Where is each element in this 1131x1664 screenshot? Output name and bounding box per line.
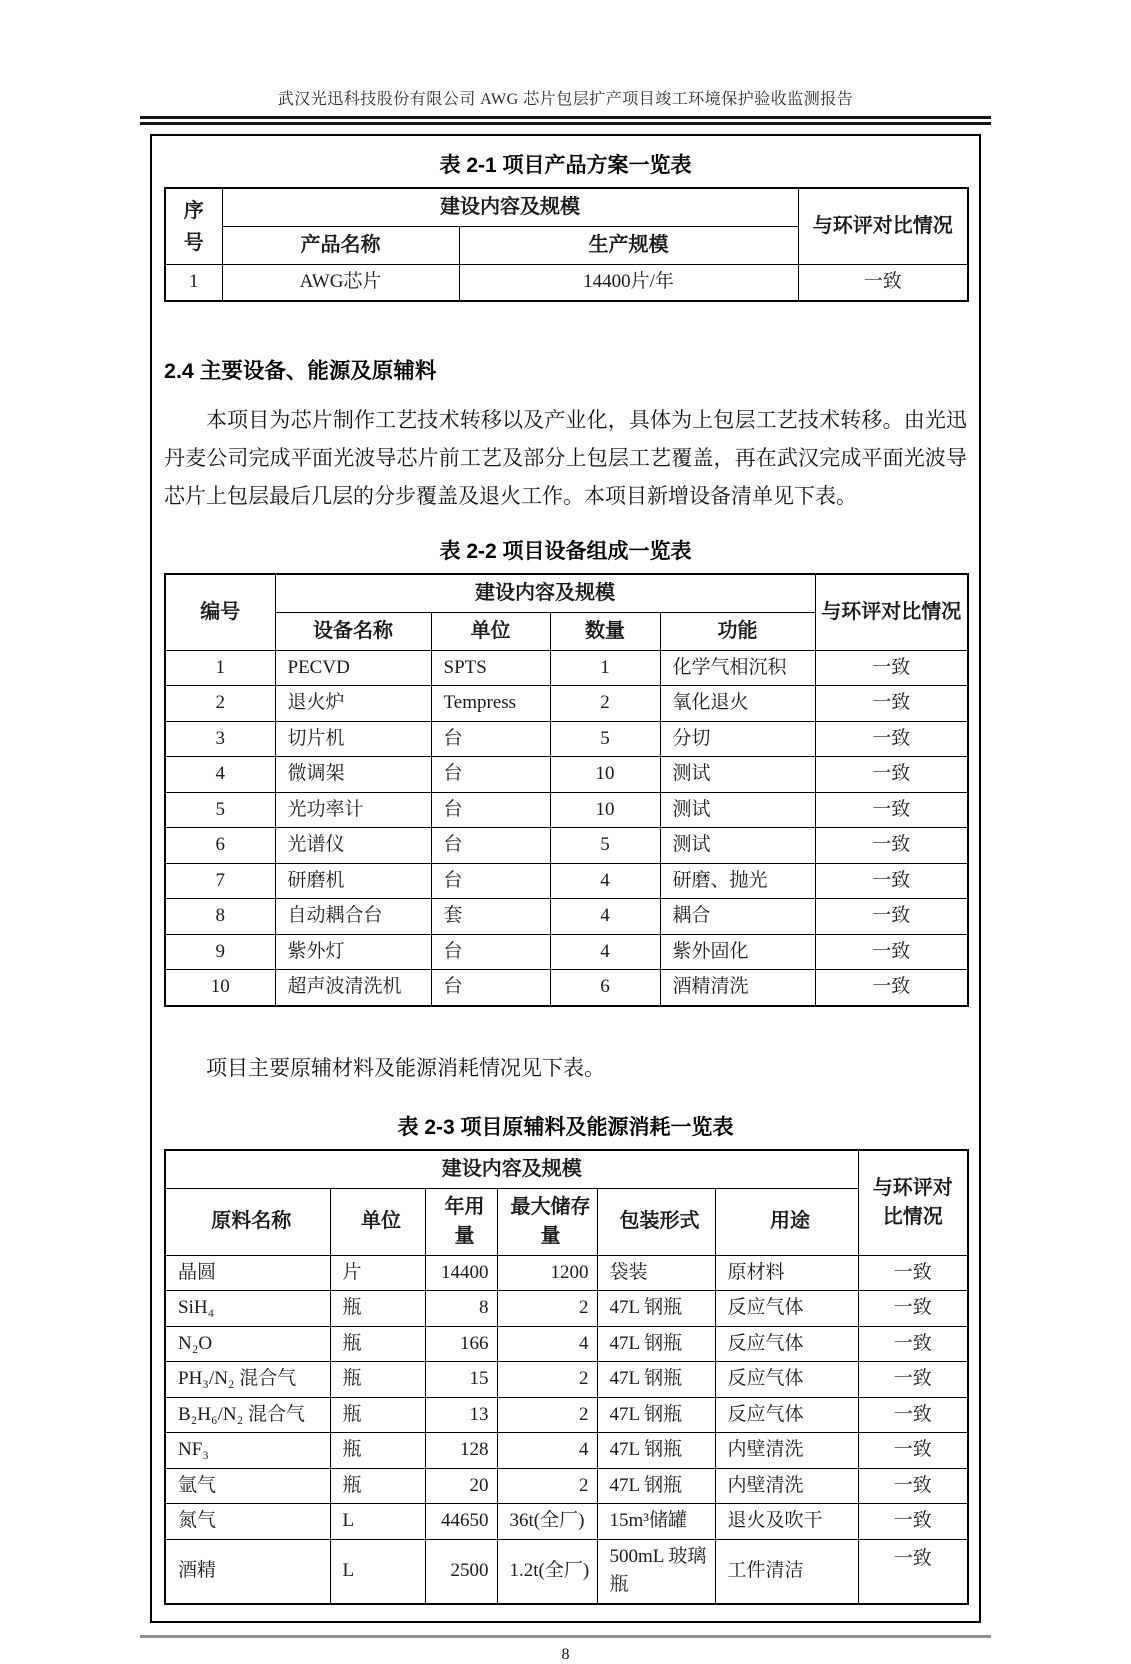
table-row xyxy=(165,686,968,722)
cell-compare: 一致 xyxy=(858,1362,968,1398)
header-cell-material-name: 原料名称 xyxy=(165,1188,330,1255)
header-cell-group: 建设内容及规模 xyxy=(165,1150,858,1189)
cell-unit: 台 xyxy=(431,828,550,864)
cell-unit: 台 xyxy=(431,792,550,828)
cell-annual-usage: 128 xyxy=(425,1433,497,1469)
table-2-3-subheader-row xyxy=(165,1188,968,1255)
cell-unit: 台 xyxy=(431,970,550,1006)
cell-max-storage: 2 xyxy=(497,1468,597,1504)
cell-function: 紫外固化 xyxy=(660,934,815,970)
cell-max-storage: 2 xyxy=(497,1362,597,1398)
cell-max-storage: 4 xyxy=(497,1433,597,1469)
cell-unit: 瓶 xyxy=(330,1362,425,1398)
cell-function: 酒精清洗 xyxy=(660,970,815,1006)
cell-qty: 10 xyxy=(550,792,660,828)
table-row xyxy=(165,650,968,686)
header-cell-annual-usage: 年用量 xyxy=(425,1188,497,1255)
cell-index: 1 xyxy=(165,265,222,301)
cell-annual-usage: 20 xyxy=(425,1468,497,1504)
header-cell-group: 建设内容及规模 xyxy=(275,574,815,613)
table-2-3 xyxy=(164,1149,969,1605)
cell-function: 分切 xyxy=(660,721,815,757)
cell-device-name: 研磨机 xyxy=(275,863,431,899)
cell-use: 原材料 xyxy=(715,1255,858,1291)
table-2-1-title: 表 2-1 项目产品方案一览表 xyxy=(439,154,692,177)
cell-function: 测试 xyxy=(660,757,815,793)
cell-package: 47L 钢瓶 xyxy=(597,1362,715,1398)
cell-product-name: AWG芯片 xyxy=(222,265,459,301)
table-2-2-title: 表 2-2 项目设备组成一览表 xyxy=(439,539,692,563)
cell-annual-usage: 15 xyxy=(425,1362,497,1398)
cell-device-name: 光谱仪 xyxy=(275,828,431,864)
cell-annual-usage: 44650 xyxy=(425,1504,497,1540)
cell-unit: L xyxy=(330,1504,425,1540)
cell-unit: 套 xyxy=(431,899,550,935)
cell-material-name: 酒精 xyxy=(165,1539,330,1604)
cell-unit: SPTS xyxy=(431,650,550,686)
table-row xyxy=(165,863,968,899)
cell-function: 耦合 xyxy=(660,899,815,935)
cell-use: 内壁清洗 xyxy=(715,1468,858,1504)
cell-function: 测试 xyxy=(660,828,815,864)
cell-unit: 瓶 xyxy=(330,1397,425,1433)
cell-package: 15m³储罐 xyxy=(597,1504,715,1540)
cell-compare: 一致 xyxy=(858,1433,968,1469)
cell-index: 5 xyxy=(165,792,275,828)
cell-max-storage: 2 xyxy=(497,1291,597,1327)
cell-compare: 一致 xyxy=(858,1255,968,1291)
cell-package: 47L 钢瓶 xyxy=(597,1468,715,1504)
cell-annual-usage: 13 xyxy=(425,1397,497,1433)
cell-compare: 一致 xyxy=(858,1504,968,1540)
cell-compare: 一致 xyxy=(815,650,968,686)
cell-compare: 一致 xyxy=(815,757,968,793)
table-row xyxy=(165,721,968,757)
cell-annual-usage: 14400 xyxy=(425,1255,497,1291)
table-2-2-header-row xyxy=(165,574,968,613)
table-row xyxy=(165,1468,968,1504)
section-heading: 2.4 主要设备、能源及原辅料 xyxy=(164,358,437,383)
header-cell-group: 建设内容及规模 xyxy=(222,188,798,227)
cell-qty: 2 xyxy=(550,686,660,722)
cell-material-name: N₂O xyxy=(165,1326,330,1362)
cell-unit: 瓶 xyxy=(330,1291,425,1327)
cell-use: 反应气体 xyxy=(715,1291,858,1327)
cell-function: 氧化退火 xyxy=(660,686,815,722)
document-header-title: 武汉光迅科技股份有限公司 AWG 芯片包层扩产项目竣工环境保护验收监测报告 xyxy=(277,91,854,108)
table-row xyxy=(165,1504,968,1540)
cell-compare: 一致 xyxy=(858,1468,968,1504)
cell-device-name: PECVD xyxy=(275,650,431,686)
cell-device-name: 超声波清洗机 xyxy=(275,970,431,1006)
cell-material-name: PH₃/N₂ 混合气 xyxy=(165,1362,330,1398)
cell-unit: 台 xyxy=(431,721,550,757)
cell-compare: 一致 xyxy=(815,828,968,864)
header-cell-qty: 数量 xyxy=(550,612,660,650)
cell-index: 9 xyxy=(165,934,275,970)
table-row xyxy=(165,792,968,828)
cell-index: 3 xyxy=(165,721,275,757)
header-cell-function: 功能 xyxy=(660,612,815,650)
table-row xyxy=(165,899,968,935)
table-2-3-header-row xyxy=(165,1150,968,1189)
header-index-label: 序号 xyxy=(183,199,204,254)
page-number: 8 xyxy=(561,1645,570,1663)
table-row xyxy=(165,1326,968,1362)
cell-compare: 一致 xyxy=(858,1326,968,1362)
cell-qty: 4 xyxy=(550,863,660,899)
cell-qty: 4 xyxy=(550,934,660,970)
cell-material-name: SiH₄ xyxy=(165,1291,330,1327)
cell-compare: 一致 xyxy=(815,899,968,935)
cell-package: 袋装 xyxy=(597,1255,715,1291)
header-cell-index xyxy=(165,188,222,265)
cell-function: 研磨、抛光 xyxy=(660,863,815,899)
cell-qty: 10 xyxy=(550,757,660,793)
cell-qty: 5 xyxy=(550,828,660,864)
cell-qty: 1 xyxy=(550,650,660,686)
cell-package: 500mL 玻璃瓶 xyxy=(597,1539,715,1604)
cell-index: 4 xyxy=(165,757,275,793)
cell-unit: 台 xyxy=(431,863,550,899)
table-row xyxy=(165,1433,968,1469)
cell-compare: 一致 xyxy=(815,934,968,970)
cell-compare: 一致 xyxy=(815,721,968,757)
cell-unit: 瓶 xyxy=(330,1326,425,1362)
cell-compare: 一致 xyxy=(815,970,968,1006)
cell-use: 反应气体 xyxy=(715,1326,858,1362)
header-cell-product-name: 产品名称 xyxy=(222,227,459,265)
cell-annual-usage: 2500 xyxy=(425,1539,497,1604)
cell-max-storage: 1.2t(全厂) xyxy=(497,1539,597,1604)
cell-compare: 一致 xyxy=(815,863,968,899)
cell-use: 退火及吹干 xyxy=(715,1504,858,1540)
cell-compare: 一致 xyxy=(858,1397,968,1433)
cell-use: 反应气体 xyxy=(715,1397,858,1433)
cell-device-name: 自动耦合台 xyxy=(275,899,431,935)
cell-unit: 台 xyxy=(431,757,550,793)
cell-index: 8 xyxy=(165,899,275,935)
table-2-1-header-row xyxy=(165,188,968,227)
body-paragraph: 本项目为芯片制作工艺技术转移以及产业化，具体为上包层工艺技术转移。由光迅丹麦公司完成平面光波导芯片前工艺及部分上包层工艺覆盖，再在武汉完成平面光波导芯片上包层最后几层的分步覆盖及退火工作。本项目新增设备清单见下表。 xyxy=(164,407,967,508)
cell-unit: 台 xyxy=(431,934,550,970)
cell-compare: 一致 xyxy=(815,792,968,828)
cell-compare: 一致 xyxy=(815,686,968,722)
cell-compare: 一致 xyxy=(858,1291,968,1327)
cell-device-name: 微调架 xyxy=(275,757,431,793)
table-2-2 xyxy=(164,573,969,1007)
cell-index: 1 xyxy=(165,650,275,686)
cell-use: 反应气体 xyxy=(715,1362,858,1398)
cell-material-name: 氮气 xyxy=(165,1504,330,1540)
header-cell-unit: 单位 xyxy=(431,612,550,650)
cell-package: 47L 钢瓶 xyxy=(597,1397,715,1433)
content-frame xyxy=(150,134,981,1623)
table-row xyxy=(165,934,968,970)
cell-package: 47L 钢瓶 xyxy=(597,1433,715,1469)
cell-qty: 5 xyxy=(550,721,660,757)
cell-max-storage: 4 xyxy=(497,1326,597,1362)
cell-unit: 瓶 xyxy=(330,1468,425,1504)
cell-device-name: 光功率计 xyxy=(275,792,431,828)
cell-compare: 一致 xyxy=(798,265,968,301)
cell-max-storage: 2 xyxy=(497,1397,597,1433)
cell-index: 7 xyxy=(165,863,275,899)
cell-max-storage: 1200 xyxy=(497,1255,597,1291)
footer-rule xyxy=(140,1635,991,1638)
cell-index: 10 xyxy=(165,970,275,1006)
header-rule xyxy=(140,116,991,125)
cell-material-name: NF₃ xyxy=(165,1433,330,1469)
cell-annual-usage: 8 xyxy=(425,1291,497,1327)
note-paragraph: 项目主要原辅材料及能源消耗情况见下表。 xyxy=(206,1055,605,1080)
cell-device-name: 切片机 xyxy=(275,721,431,757)
cell-qty: 6 xyxy=(550,970,660,1006)
table-2-3-title: 表 2-3 项目原辅料及能源消耗一览表 xyxy=(397,1115,734,1139)
table-2-1 xyxy=(164,187,969,302)
cell-unit: Tempress xyxy=(431,686,550,722)
table-row xyxy=(165,1362,968,1398)
cell-annual-usage: 166 xyxy=(425,1326,497,1362)
table-row xyxy=(165,1291,968,1327)
cell-use: 工件清洁 xyxy=(715,1539,858,1604)
table-row xyxy=(165,828,968,864)
cell-package: 47L 钢瓶 xyxy=(597,1326,715,1362)
cell-index: 2 xyxy=(165,686,275,722)
header-cell-scale: 生产规模 xyxy=(459,227,798,265)
cell-material-name: 晶圆 xyxy=(165,1255,330,1291)
cell-unit: 片 xyxy=(330,1255,425,1291)
cell-function: 测试 xyxy=(660,792,815,828)
header-cell-package: 包装形式 xyxy=(597,1188,715,1255)
header-cell-max-storage: 最大储存量 xyxy=(497,1188,597,1255)
table-row xyxy=(165,1397,968,1433)
table-row xyxy=(165,1539,968,1604)
cell-package: 47L 钢瓶 xyxy=(597,1291,715,1327)
table-row xyxy=(165,757,968,793)
header-cell-compare: 与环评对比情况 xyxy=(858,1150,968,1256)
header-cell-device-name: 设备名称 xyxy=(275,612,431,650)
cell-function: 化学气相沉积 xyxy=(660,650,815,686)
cell-index: 6 xyxy=(165,828,275,864)
cell-device-name: 紫外灯 xyxy=(275,934,431,970)
header-cell-unit: 单位 xyxy=(330,1188,425,1255)
cell-qty: 4 xyxy=(550,899,660,935)
cell-device-name: 退火炉 xyxy=(275,686,431,722)
cell-material-name: B₂H₆/N₂ 混合气 xyxy=(165,1397,330,1433)
header-cell-compare: 与环评对比情况 xyxy=(798,188,968,265)
table-row xyxy=(165,265,968,301)
cell-scale: 14400片/年 xyxy=(459,265,798,301)
cell-compare: 一致 xyxy=(858,1539,968,1604)
cell-material-name: 氩气 xyxy=(165,1468,330,1504)
table-row xyxy=(165,970,968,1006)
header-cell-compare: 与环评对比情况 xyxy=(815,574,968,651)
header-cell-index: 编号 xyxy=(165,574,275,651)
table-row xyxy=(165,1255,968,1291)
cell-use: 内壁清洗 xyxy=(715,1433,858,1469)
cell-max-storage: 36t(全厂) xyxy=(497,1504,597,1540)
cell-unit: L xyxy=(330,1539,425,1604)
cell-unit: 瓶 xyxy=(330,1433,425,1469)
header-cell-use: 用途 xyxy=(715,1188,858,1255)
